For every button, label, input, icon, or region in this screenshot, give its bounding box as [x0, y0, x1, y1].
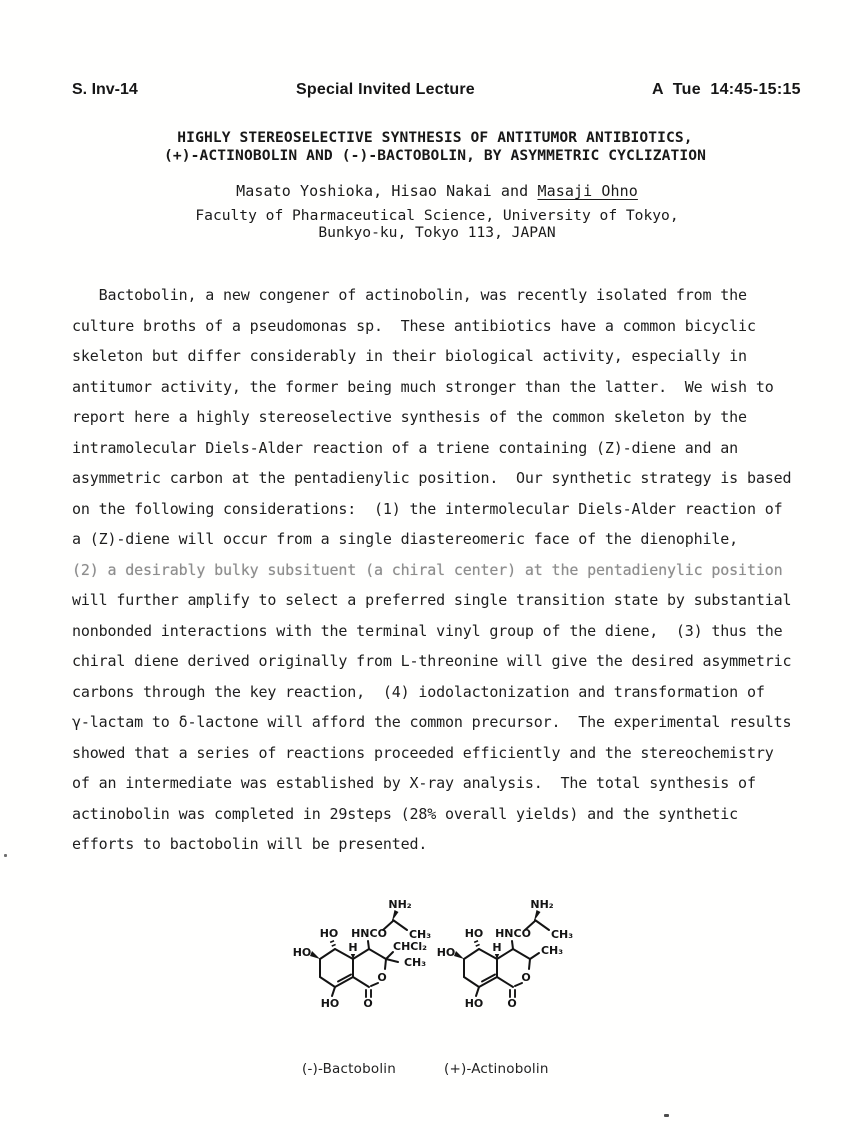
abstract-line: showed that a series of reactions proceeded efficiently and the stereochemistry — [72, 743, 774, 762]
atom-label-nh2: NH₂ — [388, 898, 412, 911]
affiliation-line-1: Faculty of Pharmaceutical Science, University of Tokyo, — [195, 207, 679, 224]
scan-speck — [4, 854, 7, 857]
abstract-line: culture broths of a pseudomonas sp. These antibiotics have a common bicyclic — [72, 316, 756, 335]
atom-label-h-fusion: H — [348, 941, 358, 954]
atom-label-ch3-sidechain: CH₃ — [408, 928, 432, 941]
atom-label-o-ring: O — [377, 971, 387, 984]
atom-label-ho-bottom: HO — [464, 997, 484, 1010]
abstract-line: on the following considerations: (1) the intermolecular Diels-Alder reaction of — [72, 499, 783, 518]
bactobolin-caption: (-)-Bactobolin — [302, 1061, 396, 1077]
atom-label-ho-left: HO — [436, 946, 456, 959]
abstract-line-faded: (2) a desirably bulky subsituent (a chiral center) at the pentadienylic position — [72, 560, 783, 579]
abstract-line: will further amplify to select a preferred single transition state by substantial — [72, 591, 792, 609]
atom-label-ho-bottom: HO — [320, 997, 340, 1010]
actinobolin-structure-drawing — [429, 888, 579, 1038]
scan-speck — [664, 1114, 669, 1117]
abstract-line: nonbonded interactions with the terminal vinyl group of the diene, (3) thus the — [72, 621, 783, 640]
atom-label-ho-top: HO — [464, 927, 484, 940]
abstract-line: actinobolin was completed in 29steps (28% overall yields) and the synthetic — [72, 804, 739, 823]
bactobolin-structure-drawing — [284, 888, 436, 1038]
title-line-2: (+)-ACTINOBOLIN AND (-)-BACTOBOLIN, BY ASYMMETRIC CYCLIZATION — [163, 146, 707, 164]
session-schedule: A Tue 14:45-15:15 — [652, 81, 801, 98]
atom-label-hnco: HNCO — [351, 927, 387, 940]
atom-label-h-fusion: H — [492, 941, 502, 954]
affiliation — [24, 208, 850, 241]
title-line-1: HIGHLY STEREOSELECTIVE SYNTHESIS OF ANTITUMOR ANTIBIOTICS, — [177, 129, 693, 146]
abstract-line: γ-lactam to δ-lactone will afford the common precursor. The experimental results — [72, 713, 792, 731]
atom-label-ho-top: HO — [319, 927, 339, 940]
abstract-body — [72, 280, 812, 860]
atom-label-o-carbonyl: O — [363, 997, 373, 1010]
actinobolin-caption: (+)-Actinobolin — [444, 1061, 549, 1077]
abstract-line: chiral diene derived originally from L-threonine will give the desired asymmetric — [72, 652, 792, 670]
abstract-line: report here a highly stereoselective synthesis of the common skeleton by the — [72, 408, 747, 426]
session-code: S. Inv-14 — [72, 81, 138, 98]
abstract-line: antitumor activity, the former being much stronger than the latter. We wish to — [72, 377, 774, 396]
presenting-author: Masaji Ohno — [537, 182, 638, 200]
atom-label-ch3-ring: CH₃ — [540, 944, 564, 957]
abstract-line: Bactobolin, a new congener of actinobolin, was recently isolated from the — [72, 286, 747, 304]
page-header — [0, 81, 850, 101]
authors-prefix: Masato Yoshioka, Hisao Nakai and — [236, 182, 538, 200]
abstract-line: of an intermediate was established by X-ray analysis. The total synthesis of — [72, 774, 756, 792]
abstract-line: carbons through the key reaction, (4) iodolactonization and transformation of — [72, 682, 765, 701]
atom-label-o-ring: O — [521, 971, 531, 984]
atom-label-ch3-sidechain: CH₃ — [550, 928, 574, 941]
atom-label-ch3-ring: CH₃ — [403, 956, 427, 969]
affiliation-line-2: Bunkyo-ku, Tokyo 113, JAPAN — [318, 223, 556, 241]
atom-label-ho-left: HO — [292, 946, 312, 959]
authors-line — [24, 182, 850, 200]
abstract-line: a (Z)-diene will occur from a single diastereomeric face of the dienophile, — [72, 530, 739, 548]
atom-label-hnco: HNCO — [495, 927, 531, 940]
atom-label-chcl2: CHCl₂ — [393, 940, 427, 953]
abstract-line: skeleton but differ considerably in their biological activity, especially in — [72, 347, 747, 365]
lecture-type: Special Invited Lecture — [296, 81, 475, 98]
atom-label-o-carbonyl: O — [507, 997, 517, 1010]
atom-label-nh2: NH₂ — [530, 898, 554, 911]
abstract-line: intramolecular Diels-Alder reaction of a triene containing (Z)-diene and an — [72, 438, 739, 457]
abstract-title — [20, 129, 850, 164]
abstract-line: asymmetric carbon at the pentadienylic position. Our synthetic strategy is based — [72, 469, 792, 487]
abstract-line: efforts to bactobolin will be presented. — [72, 835, 428, 853]
